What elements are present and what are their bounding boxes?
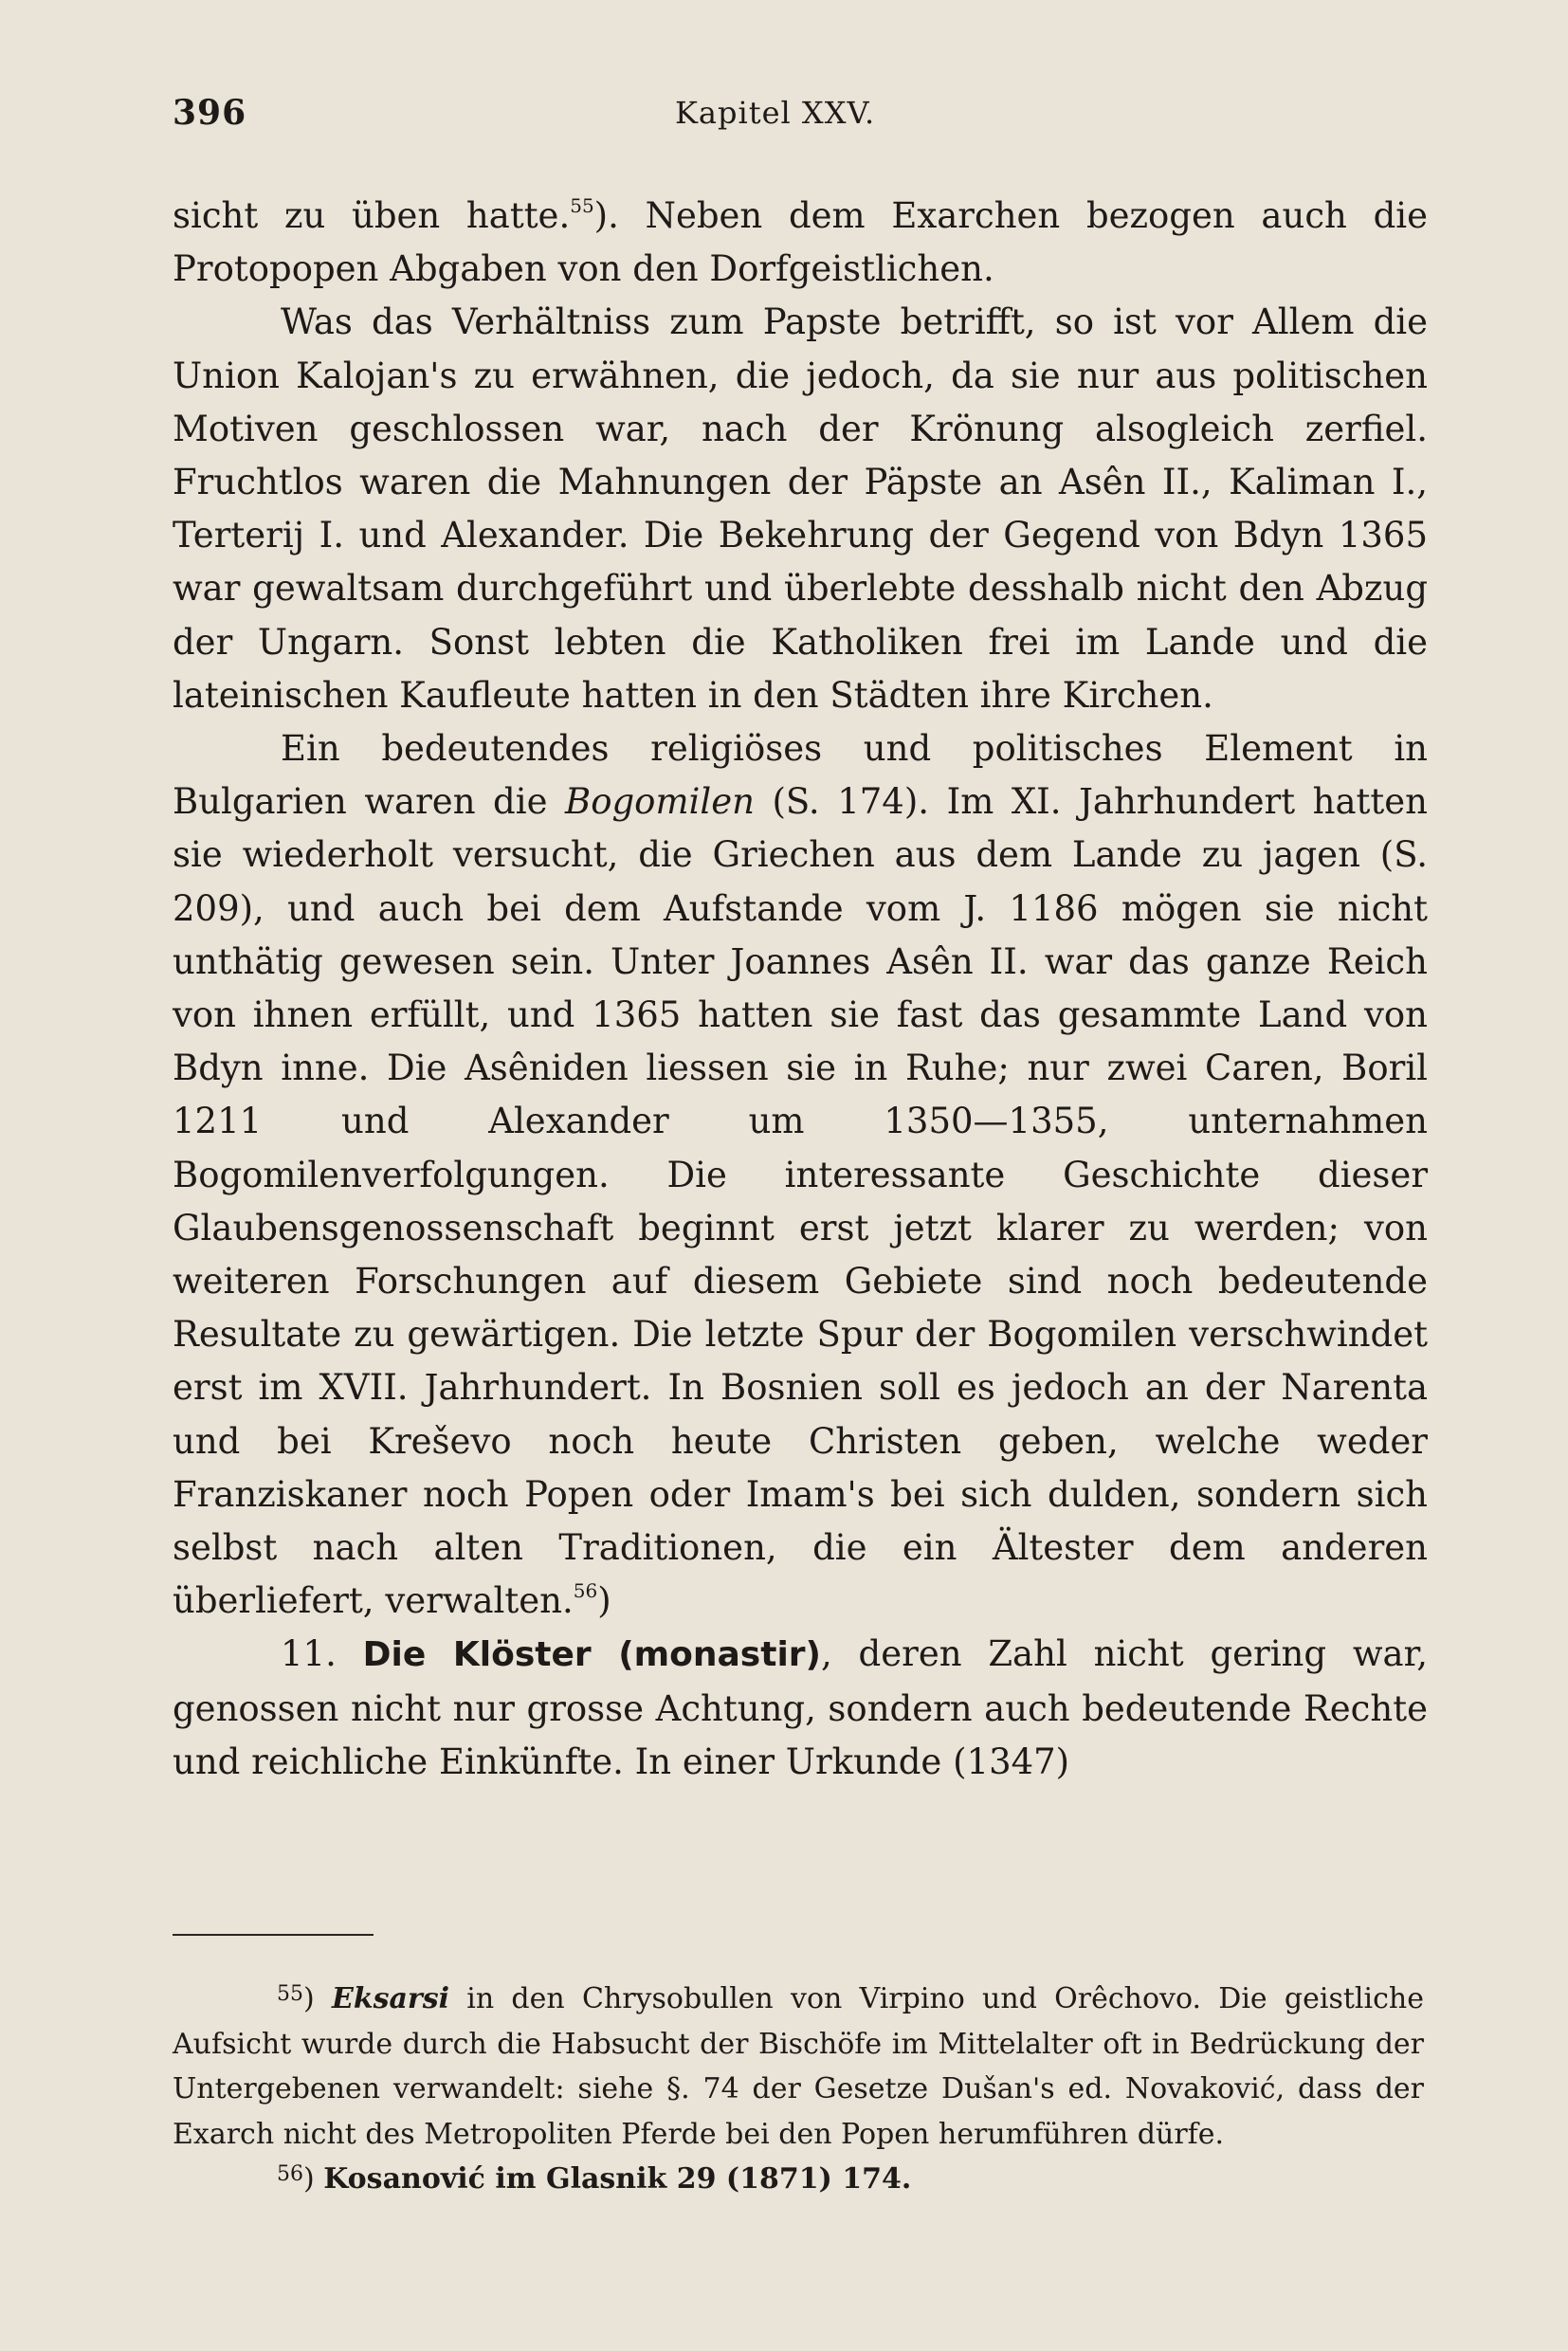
paragraph-2: Was das Verhältniss zum Papste betrifft, so ist vor Allem die Union Kalojan's zu erwähnen, die jedoch, da sie nur aus politischen Motiven geschlossen war, nach der Krönung alsogleich zerfiel. Fruchtlos waren die Mahnungen der Päpste an Asên II., Kaliman I., Terterij I. und Alexander. Die Bekehrung der Gegend von Bdyn 1365 war gewaltsam durchgeführt und überlebte desshalb nicht den Abzug der Ungarn. Sonst lebten die Katholiken frei im Lande und die lateinischen Kaufleute hatten in den Städten ihre Kirchen.	[173, 301, 1428, 716]
footnote-56-text: Kosanović im Glasnik 29 (1871) 174.	[323, 2162, 912, 2196]
paragraph-1-text-b: ). Neben dem Exarchen bezogen auch die Protopopen Abgaben von den Dorfgeistlichen.	[173, 195, 1428, 290]
footnote-55-italic-term: Eksarsi	[331, 1982, 450, 2015]
paragraph-1	[173, 190, 1428, 296]
paragraph-3	[173, 722, 1428, 1628]
paragraph-4-text: , deren Zahl nicht gering war, genossen nicht nur grosse Achtung, sondern auch bedeutende Rechte und reichliche Einkünfte. In einer Urkunde (1347)	[173, 1633, 1428, 1782]
section-number: 11.	[281, 1633, 337, 1675]
paragraph-3-text-c: )	[597, 1580, 611, 1622]
paragraph-3-italic-term: Bogomilen	[565, 781, 755, 823]
chapter-title: Kapitel XXV.	[675, 95, 876, 131]
footnote-55-text: in den Chrysobullen von Virpino und Orêchovo. Die geistliche Aufsicht wurde durch die Habsucht der Bischöfe im Mittelalter oft in Bedrückung der Untergebenen verwandelt: siehe §. 74 der Gesetze Dušan's ed. Novaković, dass der Exarch nicht des Metropoliten Pferde bei den Popen herumführen dürfe.	[173, 1982, 1424, 2151]
paragraph-3-text-a: Ein bedeutendes religiöses und politisches Element in Bulgarien waren die	[173, 728, 1428, 823]
footnote-55: $^{55}$) Eksarsi in den Chrysobullen von Virpino und Orêchovo. Die geistliche Aufsicht wurde durch die Habsucht der Bischöfe im Mittelalter oft in Bedrückung der Untergebenen verwandelt: siehe §. 74 der Gesetze Dušan's ed. Novaković, dass der Exarch nicht des Metropoliten Pferde bei den Popen herumführen dürfe.	[173, 1982, 1424, 2151]
footnote-56: $^{56}$) Kosanović im Glasnik 29 (1871) 174.	[277, 2162, 912, 2196]
running-head	[173, 93, 1433, 140]
footnote-ref-56: 56	[573, 1579, 598, 1603]
paragraph-4	[173, 1628, 1428, 1789]
footnote-ref-55: 55	[570, 194, 594, 217]
paragraph-3-text-b: (S. 174). Im XI. Jahrhundert hatten sie wiederholt versucht, die Griechen aus dem Lande zu jagen (S. 209), und auch bei dem Aufstande vom J. 1186 mögen sie nicht unthätig gewesen sein. Unter Joannes Asên II. war das ganze Reich von ihnen erfüllt, und 1365 hatten sie fast das gesammte Land von Bdyn inne. Die Asêniden liessen sie in Ruhe; nur zwei Caren, Boril 1211 und Alexander um 1350—1355, unternahmen Bogomilenverfolgungen. Die interessante Geschichte dieser Glaubensgenossenschaft beginnt erst jetzt klarer zu werden; von weiteren Forschungen auf diesem Gebiete sind noch bedeutende Resultate zu gewärtigen. Die letzte Spur der Bogomilen verschwindet erst im XVII. Jahrhundert. In Bosnien soll es jedoch an der Narenta und bei Kreševo noch heute Christen geben, welche weder Franziskaner noch Popen oder Imam's bei sich dulden, sondern sich selbst nach alten Traditionen, die ein Ältester dem anderen überliefert, verwalten.	[173, 781, 1428, 1622]
footnotes	[173, 1977, 1424, 2202]
page-number: 396	[173, 93, 247, 133]
footnote-56-mark: 56	[277, 2162, 303, 2186]
section-heading: Die Klöster (monastir)	[362, 1635, 821, 1675]
paragraph-1-text-a: sicht zu üben hatte.	[173, 195, 571, 236]
footnote-separator	[173, 1934, 374, 1936]
main-text	[173, 190, 1428, 1789]
footnote-55-mark: 55	[277, 1982, 303, 2006]
